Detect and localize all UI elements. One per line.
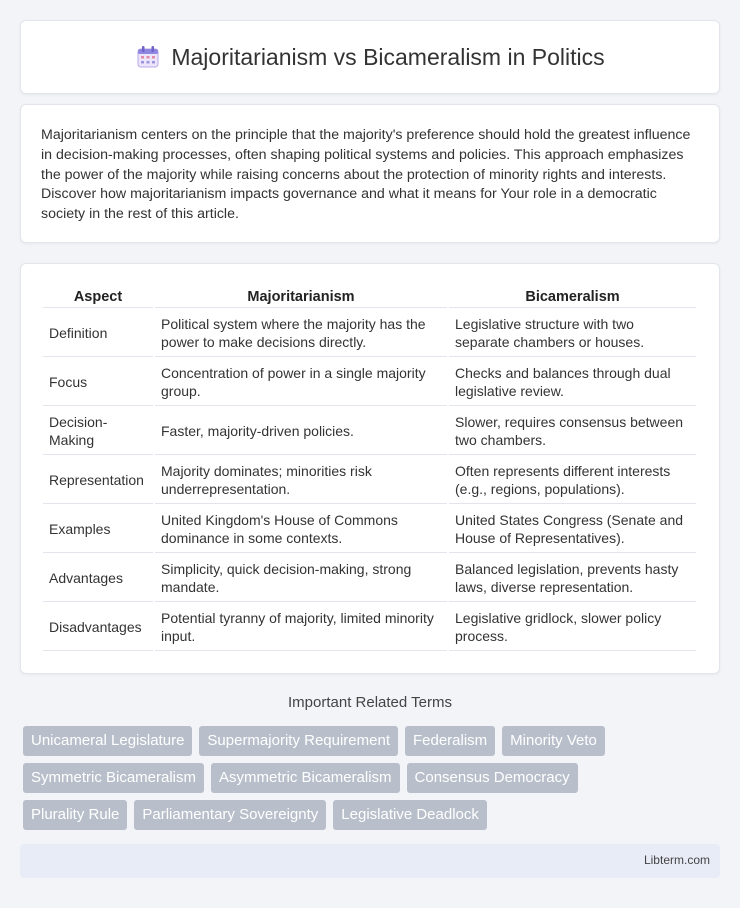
- related-term-tag[interactable]: Federalism: [405, 726, 495, 756]
- table-row: [43, 604, 696, 651]
- related-terms-heading: Important Related Terms: [288, 694, 452, 711]
- page-title: Majoritarianism vs Bicameralism in Politics: [171, 43, 605, 70]
- related-term-tag[interactable]: Symmetric Bicameralism: [23, 763, 204, 793]
- table-row: [43, 457, 696, 504]
- calendar-icon: [135, 44, 161, 70]
- majoritarianism-cell: Potential tyranny of majority, limited minority input.: [155, 604, 447, 651]
- footer: [20, 844, 720, 878]
- comparison-card: [20, 263, 720, 674]
- aspect-cell: Focus: [43, 359, 153, 406]
- column-header-aspect: Aspect: [43, 286, 153, 308]
- title-card: [20, 20, 720, 94]
- aspect-cell: Definition: [43, 310, 153, 357]
- tag-row: [23, 763, 723, 793]
- majoritarianism-cell: United Kingdom's House of Commons dominance in some contexts.: [155, 506, 447, 553]
- intro-card: [20, 104, 720, 243]
- table-row: [43, 408, 696, 455]
- related-term-tag[interactable]: Minority Veto: [502, 726, 605, 756]
- related-term-tag[interactable]: Plurality Rule: [23, 800, 127, 830]
- bicameralism-cell: Often represents different interests (e.g., regions, populations).: [449, 457, 696, 504]
- column-header-bicameralism: Bicameralism: [449, 286, 696, 308]
- related-term-tag[interactable]: Legislative Deadlock: [333, 800, 487, 830]
- comparison-table: [41, 284, 698, 653]
- majoritarianism-cell: Majority dominates; minorities risk underrepresentation.: [155, 457, 447, 504]
- majoritarianism-cell: Concentration of power in a single majority group.: [155, 359, 447, 406]
- bicameralism-cell: Legislative structure with two separate chambers or houses.: [449, 310, 696, 357]
- majoritarianism-cell: Political system where the majority has the power to make decisions directly.: [155, 310, 447, 357]
- aspect-cell: Representation: [43, 457, 153, 504]
- footer-site-link[interactable]: Libterm.com: [643, 853, 710, 867]
- column-header-majoritarianism: Majoritarianism: [155, 286, 447, 308]
- related-terms-list: [23, 726, 723, 837]
- intro-text: Majoritarianism centers on the principle that the majority's preference should hold the greatest influence in decision-making processes, often shaping political systems and policies. This approach emphasizes the power of the majority while raising concerns about the protection of minority rights and interests. Discover how majoritarianism impacts governance and what it means for Your role in a democratic society in the rest of this article.: [41, 127, 691, 223]
- tag-row: [23, 800, 723, 830]
- related-term-tag[interactable]: Unicameral Legislature: [23, 726, 192, 756]
- aspect-cell: Examples: [43, 506, 153, 553]
- related-term-tag[interactable]: Parliamentary Sovereignty: [134, 800, 326, 830]
- table-row: [43, 506, 696, 553]
- table-row: [43, 310, 696, 357]
- tag-row: [23, 726, 723, 756]
- table-header-row: [43, 286, 696, 308]
- table-row: [43, 359, 696, 406]
- aspect-cell: Decision-Making: [43, 408, 153, 455]
- majoritarianism-cell: Simplicity, quick decision-making, strong mandate.: [155, 555, 447, 602]
- bicameralism-cell: Legislative gridlock, slower policy process.: [449, 604, 696, 651]
- aspect-cell: Advantages: [43, 555, 153, 602]
- related-term-tag[interactable]: Asymmetric Bicameralism: [211, 763, 400, 793]
- related-term-tag[interactable]: Supermajority Requirement: [199, 726, 398, 756]
- bicameralism-cell: Checks and balances through dual legislative review.: [449, 359, 696, 406]
- aspect-cell: Disadvantages: [43, 604, 153, 651]
- related-term-tag[interactable]: Consensus Democracy: [407, 763, 578, 793]
- table-row: [43, 555, 696, 602]
- bicameralism-cell: United States Congress (Senate and House of Representatives).: [449, 506, 696, 553]
- majoritarianism-cell: Faster, majority-driven policies.: [155, 408, 447, 455]
- bicameralism-cell: Balanced legislation, prevents hasty laws, diverse representation.: [449, 555, 696, 602]
- bicameralism-cell: Slower, requires consensus between two chambers.: [449, 408, 696, 455]
